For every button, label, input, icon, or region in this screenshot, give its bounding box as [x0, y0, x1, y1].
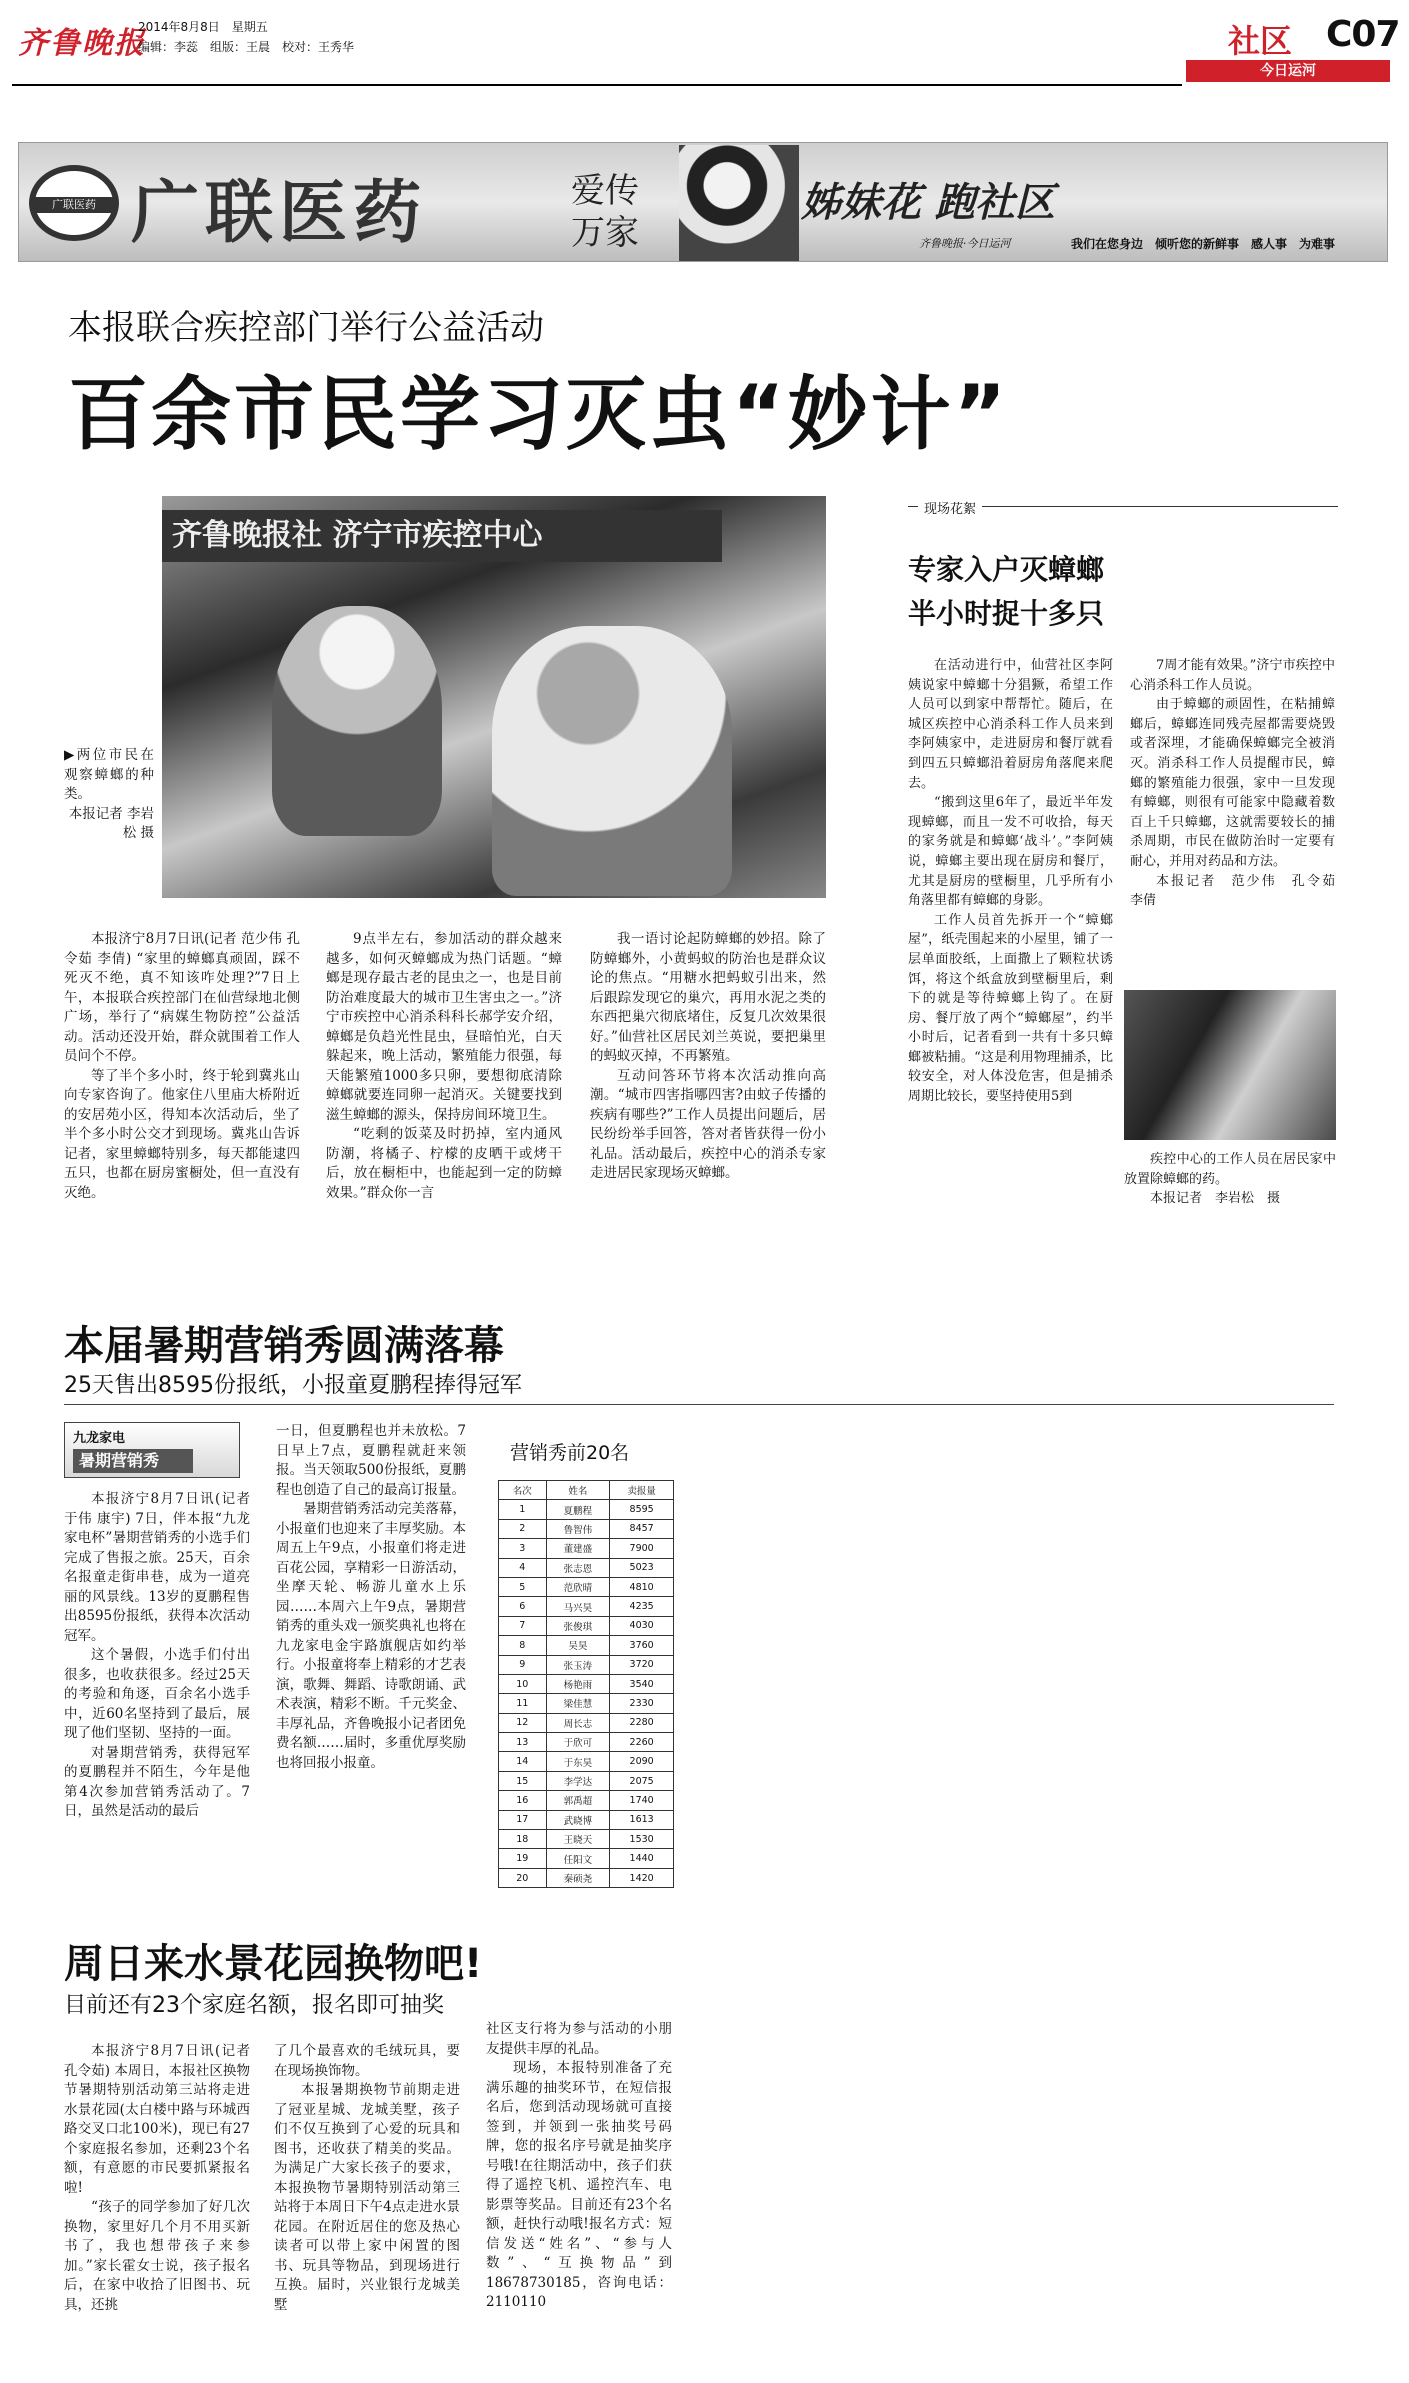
table-cell: 19 — [499, 1849, 547, 1868]
table-row — [499, 1674, 674, 1693]
paragraph: 互动问答环节将本次活动推向高潮。“城市四害指哪四害?由蚊子传播的疾病有哪些?”工作人员提出问题后，居民纷纷举手回答，答对者皆获得一份小礼品。活动最后，疾控中心的消杀专家走进居民家现场灭蟑螂。 — [590, 1067, 826, 1181]
article2-subhead: 25天售出8595份报纸，小报童夏鹏程捧得冠军 — [64, 1373, 522, 1398]
paragraph: 9点半左右，参加活动的群众越来越多，如何灭蟑螂成为热门话题。“蟑螂是现存最古老的昆虫之一，也是目前防治难度最大的城市卫生害虫之一。”济宁市疾控中心消杀科科长郝学安介绍，蟑螂是负趋光性昆虫，昼暗怕光，白天躲起来，晚上活动，繁殖能力很强，每天能繁殖1000多只卵，要想彻底清除蟑螂就要连同卵一起消灭。关键要找到滋生蟑螂的源头，保持房间环境卫生。 — [326, 931, 562, 1123]
badge-brand: 九龙家电 — [73, 1431, 126, 1446]
sponsor-slogan-1: 爱传 — [571, 171, 639, 211]
table-cell: 1440 — [610, 1849, 674, 1868]
table-row — [499, 1655, 674, 1674]
table-row — [499, 1849, 674, 1868]
table-row — [499, 1539, 674, 1558]
badge-title: 暑期营销秀 — [73, 1449, 193, 1473]
table-row — [499, 1733, 674, 1752]
table-row — [499, 1791, 674, 1810]
table-row — [499, 1577, 674, 1596]
paragraph: 这个暑假，小选手们付出很多，也收获很多。经过25天的考验和角逐，百余名小选手中，近60名坚持到了最后，展现了他们坚韧、坚持的一面。 — [64, 1647, 250, 1741]
sidebar-tag: 现场花絮 — [918, 498, 982, 517]
paragraph: 在活动进行中，仙营社区李阿姨说家中蟑螂十分猖獗，希望工作人员可以到家中帮帮忙。随后，在城区疾控中心消杀科工作人员来到李阿姨家中，走进厨房和餐厅就看到四五只蟑螂沿着厨房角落爬来爬去。 — [908, 658, 1113, 791]
table-cell: 5 — [499, 1577, 547, 1596]
paragraph: 本报暑期换物节前期走进了冠亚星城、龙城美墅，孩子们不仅互换到了心爱的玩具和图书，还收获了精美的奖品。为满足广大家长孩子的要求，本报换物节暑期特别活动第三站将于本周日下午4点走进水景花园。在附近居住的您及热心读者可以带上家中闲置的图书、玩具等物品，到现场进行互换。届时，兴业银行龙城美墅 — [274, 2082, 460, 2313]
table-row — [499, 1597, 674, 1616]
table-cell: 4810 — [610, 1577, 674, 1596]
caption-credit: 本报记者 李岩松 摄 — [68, 805, 154, 841]
sidebar-col-a — [908, 656, 1113, 1306]
article1-headline: 百余市民学习灭虫“妙计” — [68, 368, 1010, 461]
table-cell: 1420 — [610, 1868, 674, 1887]
table-row — [499, 1771, 674, 1790]
table-cell: 14 — [499, 1752, 547, 1771]
masthead-rule — [12, 84, 1182, 86]
table-cell: 15 — [499, 1771, 547, 1790]
article1-col2 — [326, 930, 562, 1330]
table-cell: 17 — [499, 1810, 547, 1829]
article1-photo — [162, 496, 826, 898]
caption-text: ▶两位市民在观察蟑螂的种类。 — [64, 747, 154, 802]
table-cell: 周长志 — [546, 1713, 610, 1732]
table-row — [499, 1519, 674, 1538]
table-cell: 于欣可 — [546, 1733, 610, 1752]
table-cell: 武晓博 — [546, 1810, 610, 1829]
table-cell: 1 — [499, 1500, 547, 1519]
table-cell: 夏鹏程 — [546, 1500, 610, 1519]
paragraph: “搬到这里6年了，最近半年发现蟑螂，而且一发不可收拾，每天的家务就是和蟑螂‘战斗’。”李阿姨说，蟑螂主要出现在厨房和餐厅，尤其是厨房的壁橱里，几乎所有小角落里都有蟑螂的身影。 — [908, 795, 1113, 909]
table-cell: 2 — [499, 1519, 547, 1538]
paragraph: 对暑期营销秀，获得冠军的夏鹏程并不陌生，今年是他第4次参加营销秀活动了。7日，虽然是活动的最后 — [64, 1744, 250, 1819]
article3-subhead: 目前还有23个家庭名额，报名即可抽奖 — [64, 1993, 444, 2018]
page-number: C07 — [1326, 14, 1400, 55]
table-cell: 3720 — [610, 1655, 674, 1674]
sales-badge — [64, 1422, 240, 1478]
table-row — [499, 1636, 674, 1655]
models-photo — [679, 145, 799, 261]
table-cell: 鲁智伟 — [546, 1519, 610, 1538]
sidebar-photo-caption — [1124, 1150, 1336, 1210]
table-cell: 2260 — [610, 1733, 674, 1752]
sponsor-brand: 广联医药 — [131, 174, 428, 253]
table-cell: 4235 — [610, 1597, 674, 1616]
article2-col1 — [64, 1490, 250, 1910]
table-cell: 4 — [499, 1558, 547, 1577]
table-cell: 于东昊 — [546, 1752, 610, 1771]
paragraph: 现场，本报特别准备了充满乐趣的抽奖环节，在短信报名后，您到活动现场就可直接签到，并领到一张抽奖号码牌，您的报名序号就是抽奖序号哦!在往期活动中，孩子们获得了遥控飞机、遥控汽车、电影票等奖品。目前还有23个名额，赶快行动哦!报名方式：短信发送“姓名”、“参与人数”、“互换物品”到18678730185，咨询电话：2110110 — [486, 2060, 672, 2310]
paragraph: 本报济宁8月7日讯(记者 孔令茹) 本周日，本报社区换物节暑期特别活动第三站将走进水景花园(太白楼中路与环城西路交叉口北100米)，现已有27个家庭报名参加，还剩23个名额，有意愿的市民要抓紧报名啦! — [64, 2043, 250, 2196]
table-cell: 张玉涛 — [546, 1655, 610, 1674]
byline: 本报记者 范少伟 孔令茹 李倩 — [1130, 873, 1349, 909]
edition-bar — [1186, 60, 1390, 82]
table-cell: 1740 — [610, 1791, 674, 1810]
table-cell: 12 — [499, 1713, 547, 1732]
table-row — [499, 1752, 674, 1771]
paragraph: 本报济宁8月7日讯(记者 范少伟 孔令茹 李倩) “家里的蟑螂真顽固，踩不死灭不绝，真不知该咋处理?”7日上午，本报联合疾控部门在仙营绿地北侧广场，举行了“病媒生物防控”公益活动。活动还没开始，群众就围着工作人员问个不停。 — [64, 931, 300, 1064]
article1-col1 — [64, 930, 300, 1330]
table-cell: 3540 — [610, 1674, 674, 1693]
issue-date: 2014年8月8日 星期五 — [138, 20, 268, 34]
sponsor-slogan-2: 万家 — [571, 213, 639, 253]
paragraph: 了几个最喜欢的毛绒玩具，要在现场换饰物。 — [274, 2043, 460, 2079]
article3-headline: 周日来水景花园换物吧! — [64, 1941, 483, 1987]
table-cell: 8595 — [610, 1500, 674, 1519]
table-cell: 7900 — [610, 1539, 674, 1558]
table-cell: 18 — [499, 1830, 547, 1849]
caption-credit: 本报记者 李岩松 摄 — [1150, 1191, 1281, 1207]
article2-headline: 本届暑期营销秀圆满落幕 — [64, 1323, 504, 1369]
paragraph: 等了半个多小时，终于轮到冀兆山向专家咨询了。他家住八里庙大桥附近的安居苑小区，得知本次活动后，坐了半个多小时公交才到现场。冀兆山告诉记者，家里蟑螂特别多，每天都能逮四五只，也都在厨房蜜橱处，但一直没有灭绝。 — [64, 1067, 300, 1201]
table-cell: 7 — [499, 1616, 547, 1635]
ranking-table — [498, 1480, 674, 1888]
paragraph: “吃剩的饭菜及时扔掉，室内通风防潮，将橘子、柠檬的皮晒干或烤干后，放在橱柜中，也能起到一定的防蟑效果。”群众你一言 — [326, 1126, 562, 1201]
paragraph: 暑期营销秀活动完美落幕，小报童们也迎来了丰厚奖励。本周五上午9点，小报童们将走进百花公园，享精彩一日游活动，坐摩天轮、畅游儿童水上乐园……本周六上午9点，暑期营销秀的重头戏一颁奖典礼也将在九龙家电金宇路旗舰店如约举行。小报童将奉上精彩的才艺表演，歌舞、舞蹈、诗歌朗诵、武术表演，精彩不断。千元奖金、丰厚礼品，齐鲁晚报小记者团免费名额……届时，多重优厚奖励也将回报小报童。 — [276, 1501, 466, 1771]
table-cell: 2090 — [610, 1752, 674, 1771]
table-cell: 张志恩 — [546, 1558, 610, 1577]
photo-sign-text: 齐鲁晚报社 济宁市疾控中心 — [162, 510, 722, 562]
table-cell: 20 — [499, 1868, 547, 1887]
table-cell: 杨艳雨 — [546, 1674, 610, 1693]
table-row — [499, 1500, 674, 1519]
banner-tagline: 我们在您身边 倾听您的新鲜事 感人事 为难事 — [1071, 237, 1336, 251]
sidebar-col-b — [1130, 656, 1349, 956]
paragraph: 7周才能有效果。”济宁市疾控中心消杀科工作人员说。 — [1130, 658, 1335, 693]
article2-col2 — [276, 1422, 466, 1912]
sidebar-title-2: 半小时捉十多只 — [908, 597, 1105, 630]
table-cell: 范欣晴 — [546, 1577, 610, 1596]
section-name: 社区 — [1228, 22, 1293, 60]
table-cell: 11 — [499, 1694, 547, 1713]
table-row — [499, 1868, 674, 1887]
table-cell: 王晓天 — [546, 1830, 610, 1849]
table-cell: 2280 — [610, 1713, 674, 1732]
paragraph: 由于蟑螂的顽固性，在粘捕蟑螂后，蟑螂连同残壳屋都需要烧毁或者深埋，才能确保蟑螂完全被消灭。消杀科工作人员提醒市民，蟑螂的繁殖能力很强，家中一旦发现有蟑螂，则很有可能家中隐藏着数百上千只蟑螂，这就需要较长的捕杀周期，市民在做防治时一定要有耐心，并用对药品和方法。 — [1130, 697, 1335, 869]
article2-rule — [64, 1404, 1334, 1405]
table-cell: 吴昊 — [546, 1636, 610, 1655]
table-cell: 3760 — [610, 1636, 674, 1655]
table-cell: 秦硕尧 — [546, 1868, 610, 1887]
article1-col3 — [590, 930, 826, 1330]
table-cell: 董建盛 — [546, 1539, 610, 1558]
table-cell: 16 — [499, 1791, 547, 1810]
banner-paper-tag: 齐鲁晚报·今日运河 — [919, 237, 1011, 250]
article3-col2 — [274, 2042, 460, 2372]
table-cell: 任阳文 — [546, 1849, 610, 1868]
table-cell: 3 — [499, 1539, 547, 1558]
table-row — [499, 1830, 674, 1849]
table-cell: 张俊琪 — [546, 1616, 610, 1635]
table-row — [499, 1694, 674, 1713]
table-row — [499, 1616, 674, 1635]
table-cell: 马兴昊 — [546, 1597, 610, 1616]
table-cell: 8457 — [610, 1519, 674, 1538]
table-cell: 6 — [499, 1597, 547, 1616]
table-header: 名次 — [499, 1481, 547, 1500]
paper-logo: 齐鲁晚报 — [18, 26, 146, 61]
table-cell: 4030 — [610, 1616, 674, 1635]
table-cell: 9 — [499, 1655, 547, 1674]
sidebar-title-1: 专家入户灭蟑螂 — [908, 553, 1105, 586]
article3-col1 — [64, 2042, 250, 2372]
paragraph: “孩子的同学参加了好几次换物，家里好几个月不用买新书了，我也想带孩子来参加。”家长霍女士说，孩子报名后，在家中收拾了旧图书、玩具，还挑 — [64, 2199, 250, 2313]
table-cell: 13 — [499, 1733, 547, 1752]
ranking-title: 营销秀前20名 — [510, 1442, 630, 1464]
person-right — [492, 626, 732, 896]
article1-photo-caption — [64, 746, 154, 896]
table-cell: 8 — [499, 1636, 547, 1655]
table-cell: 10 — [499, 1674, 547, 1693]
table-cell: 李学达 — [546, 1771, 610, 1790]
table-cell: 2330 — [610, 1694, 674, 1713]
person-left — [272, 606, 442, 836]
paragraph: 一日，但夏鹏程也并未放松。7日早上7点，夏鹏程就赶来领报。当天领取500份报纸，夏鹏程也创造了自己的最高订报量。 — [276, 1423, 466, 1498]
table-cell: 1530 — [610, 1830, 674, 1849]
table-row — [499, 1558, 674, 1577]
event-title: 姊妹花 跑社区 — [801, 180, 1055, 226]
table-row — [499, 1713, 674, 1732]
table-cell: 郭禹超 — [546, 1791, 610, 1810]
table-cell: 2075 — [610, 1771, 674, 1790]
editor-credits: 编辑：李蕊 组版：王晨 校对：王秀华 — [138, 40, 355, 54]
paragraph: 社区支行将为参与活动的小朋友提供丰厚的礼品。 — [486, 2021, 672, 2057]
table-header: 卖报量 — [610, 1481, 674, 1500]
table-header: 姓名 — [546, 1481, 610, 1500]
sponsor-banner — [18, 142, 1388, 262]
table-cell: 5023 — [610, 1558, 674, 1577]
sponsor-logo-text: 广联医药 — [31, 197, 117, 213]
sidebar-photo — [1124, 990, 1336, 1140]
table-cell: 1613 — [610, 1810, 674, 1829]
masthead — [0, 0, 1409, 90]
table-cell: 梁佳慧 — [546, 1694, 610, 1713]
article3-col3 — [486, 2020, 672, 2372]
table-header-row — [499, 1481, 674, 1500]
article1-kicker: 本报联合疾控部门举行公益活动 — [68, 308, 544, 348]
table-row — [499, 1810, 674, 1829]
paragraph: 我一语讨论起防蟑螂的妙招。除了防蟑螂外，小黄蚂蚁的防治也是群众议论的焦点。“用糖水把蚂蚁引出来，然后跟踪发现它的巢穴，再用水泥之类的东西把巢穴彻底堵住，反复几次效果很好。”仙营社区居民刘兰英说，要把巢里的蚂蚁灭掉，不再繁殖。 — [590, 931, 826, 1064]
edition-name: 今日运河 — [1260, 63, 1316, 79]
paragraph: 工作人员首先拆开一个“蟑螂屋”，纸壳围起来的小屋里，铺了一层单面胶纸，上面撒上了颗粒状诱饵，将这个纸盒放到壁橱里后，剩下的就是等待蟑螂上钩了。在厨房、餐厅放了两个“蟑螂屋”，约半小时后，记者看到一共有十多只蟑螂被粘捕。“这是利用物理捕杀，比较安全，对人体没危害，但是捕杀周期比较长，要坚持使用5到 — [908, 912, 1113, 1105]
sponsor-logo — [29, 165, 119, 241]
caption-text: 疾控中心的工作人员在居民家中放置除蟑螂的药。 — [1124, 1152, 1336, 1187]
paragraph: 本报济宁8月7日讯(记者 于伟 康宇) 7日，伴本报“九龙家电杯”暑期营销秀的小选手们完成了售报之旅。25天，百余名报童走街串巷，成为一道亮丽的风景线。13岁的夏鹏程售出8595份报纸，获得本次活动冠军。 — [64, 1491, 250, 1644]
